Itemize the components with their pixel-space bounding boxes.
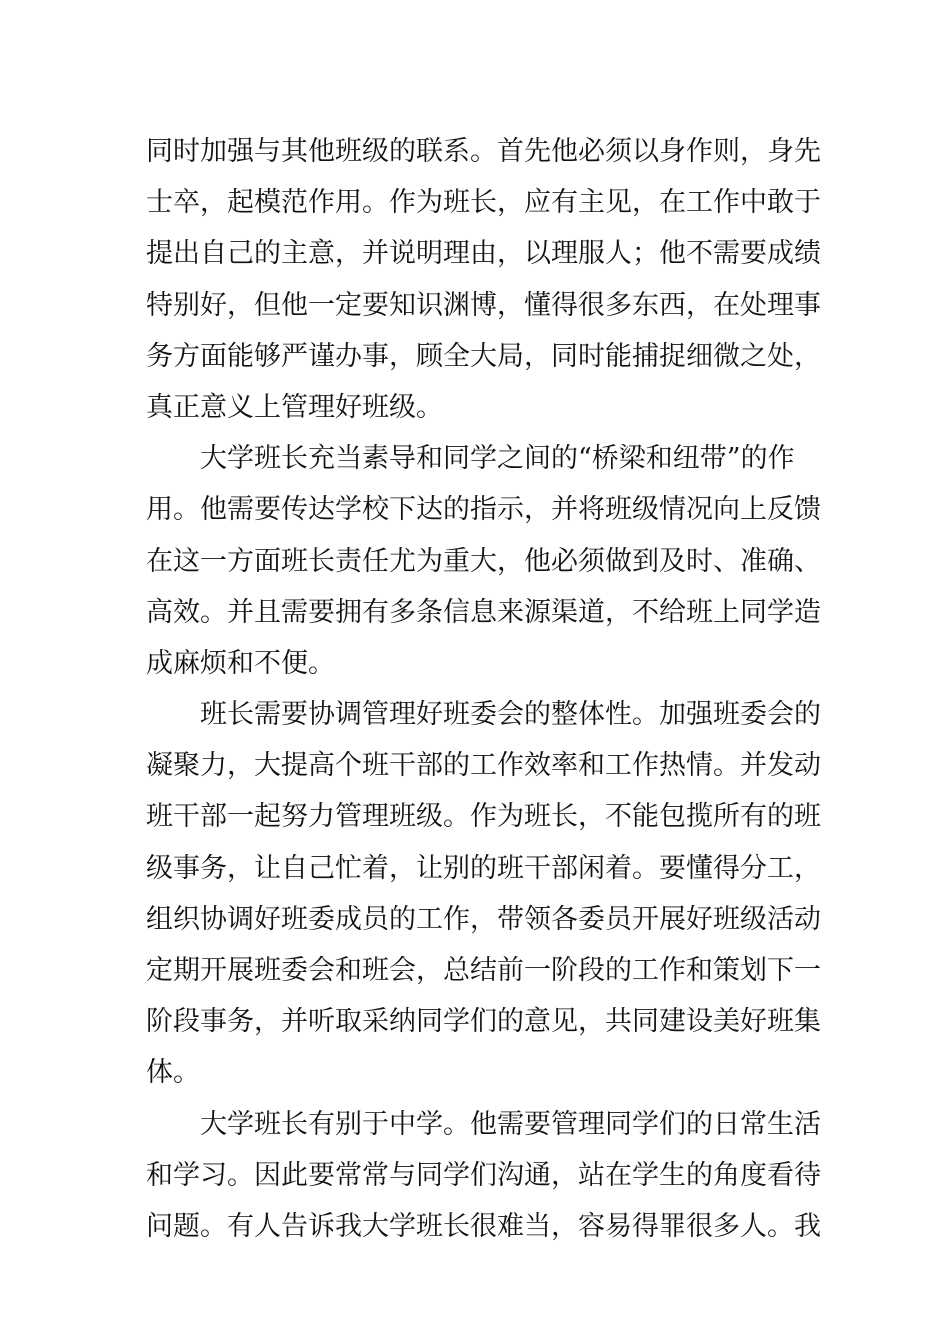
text-line: 成麻烦和不便。: [146, 647, 335, 679]
text-line: 真正意义上管理好班级。: [146, 391, 443, 423]
text-line: 务方面能够严谨办事，顾全大局，同时能捕捉细微之处，: [146, 340, 821, 372]
text-line: 和学习。因此要常常与同学们沟通，站在学生的角度看待: [146, 1159, 821, 1191]
text-line: 级事务，让自己忙着，让别的班干部闲着。要懂得分工，: [146, 852, 821, 884]
text-line: 士卒，起模范作用。作为班长，应有主见，在工作中敢于: [146, 187, 821, 219]
text-line: 组织协调好班委成员的工作，带领各委员开展好班级活动: [146, 903, 821, 935]
body-text: [146, 126, 821, 1252]
text-line: 问题。有人告诉我大学班长很难当，容易得罪很多人。我: [146, 1210, 821, 1242]
text-line: 特别好，但他一定要知识渊博，懂得很多东西，在处理事: [146, 289, 821, 321]
text-line: 同时加强与其他班级的联系。首先他必须以身作则，身先: [146, 136, 821, 167]
text-line: 高效。并且需要拥有多条信息来源渠道，不给班上同学造: [146, 596, 821, 628]
text-line: 大学班长有别于中学。他需要管理同学们的日常生活: [200, 1108, 821, 1140]
text-line: 阶段事务，并听取采纳同学们的意见，共同建设美好班集: [146, 1006, 821, 1038]
text-line: 班干部一起努力管理班级。作为班长，不能包揽所有的班: [146, 801, 821, 833]
text-line: 凝聚力，大提高个班干部的工作效率和工作热情。并发动: [146, 750, 821, 782]
text-line: 提出自己的主意，并说明理由，以理服人；他不需要成绩: [146, 238, 821, 270]
text-line: 大学班长充当素导和同学之间的“桥梁和纽带”的作: [200, 443, 795, 475]
text-line: 体。: [146, 1057, 200, 1089]
text-line: 在这一方面班长责任尤为重大，他必须做到及时、准确、: [146, 545, 821, 577]
text-line: 定期开展班委会和班会，总结前一阶段的工作和策划下一: [146, 955, 821, 986]
text-line: 用。他需要传达学校下达的指示，并将班级情况向上反馈: [146, 494, 821, 526]
text-line: 班长需要协调管理好班委会的整体性。加强班委会的: [200, 699, 821, 731]
